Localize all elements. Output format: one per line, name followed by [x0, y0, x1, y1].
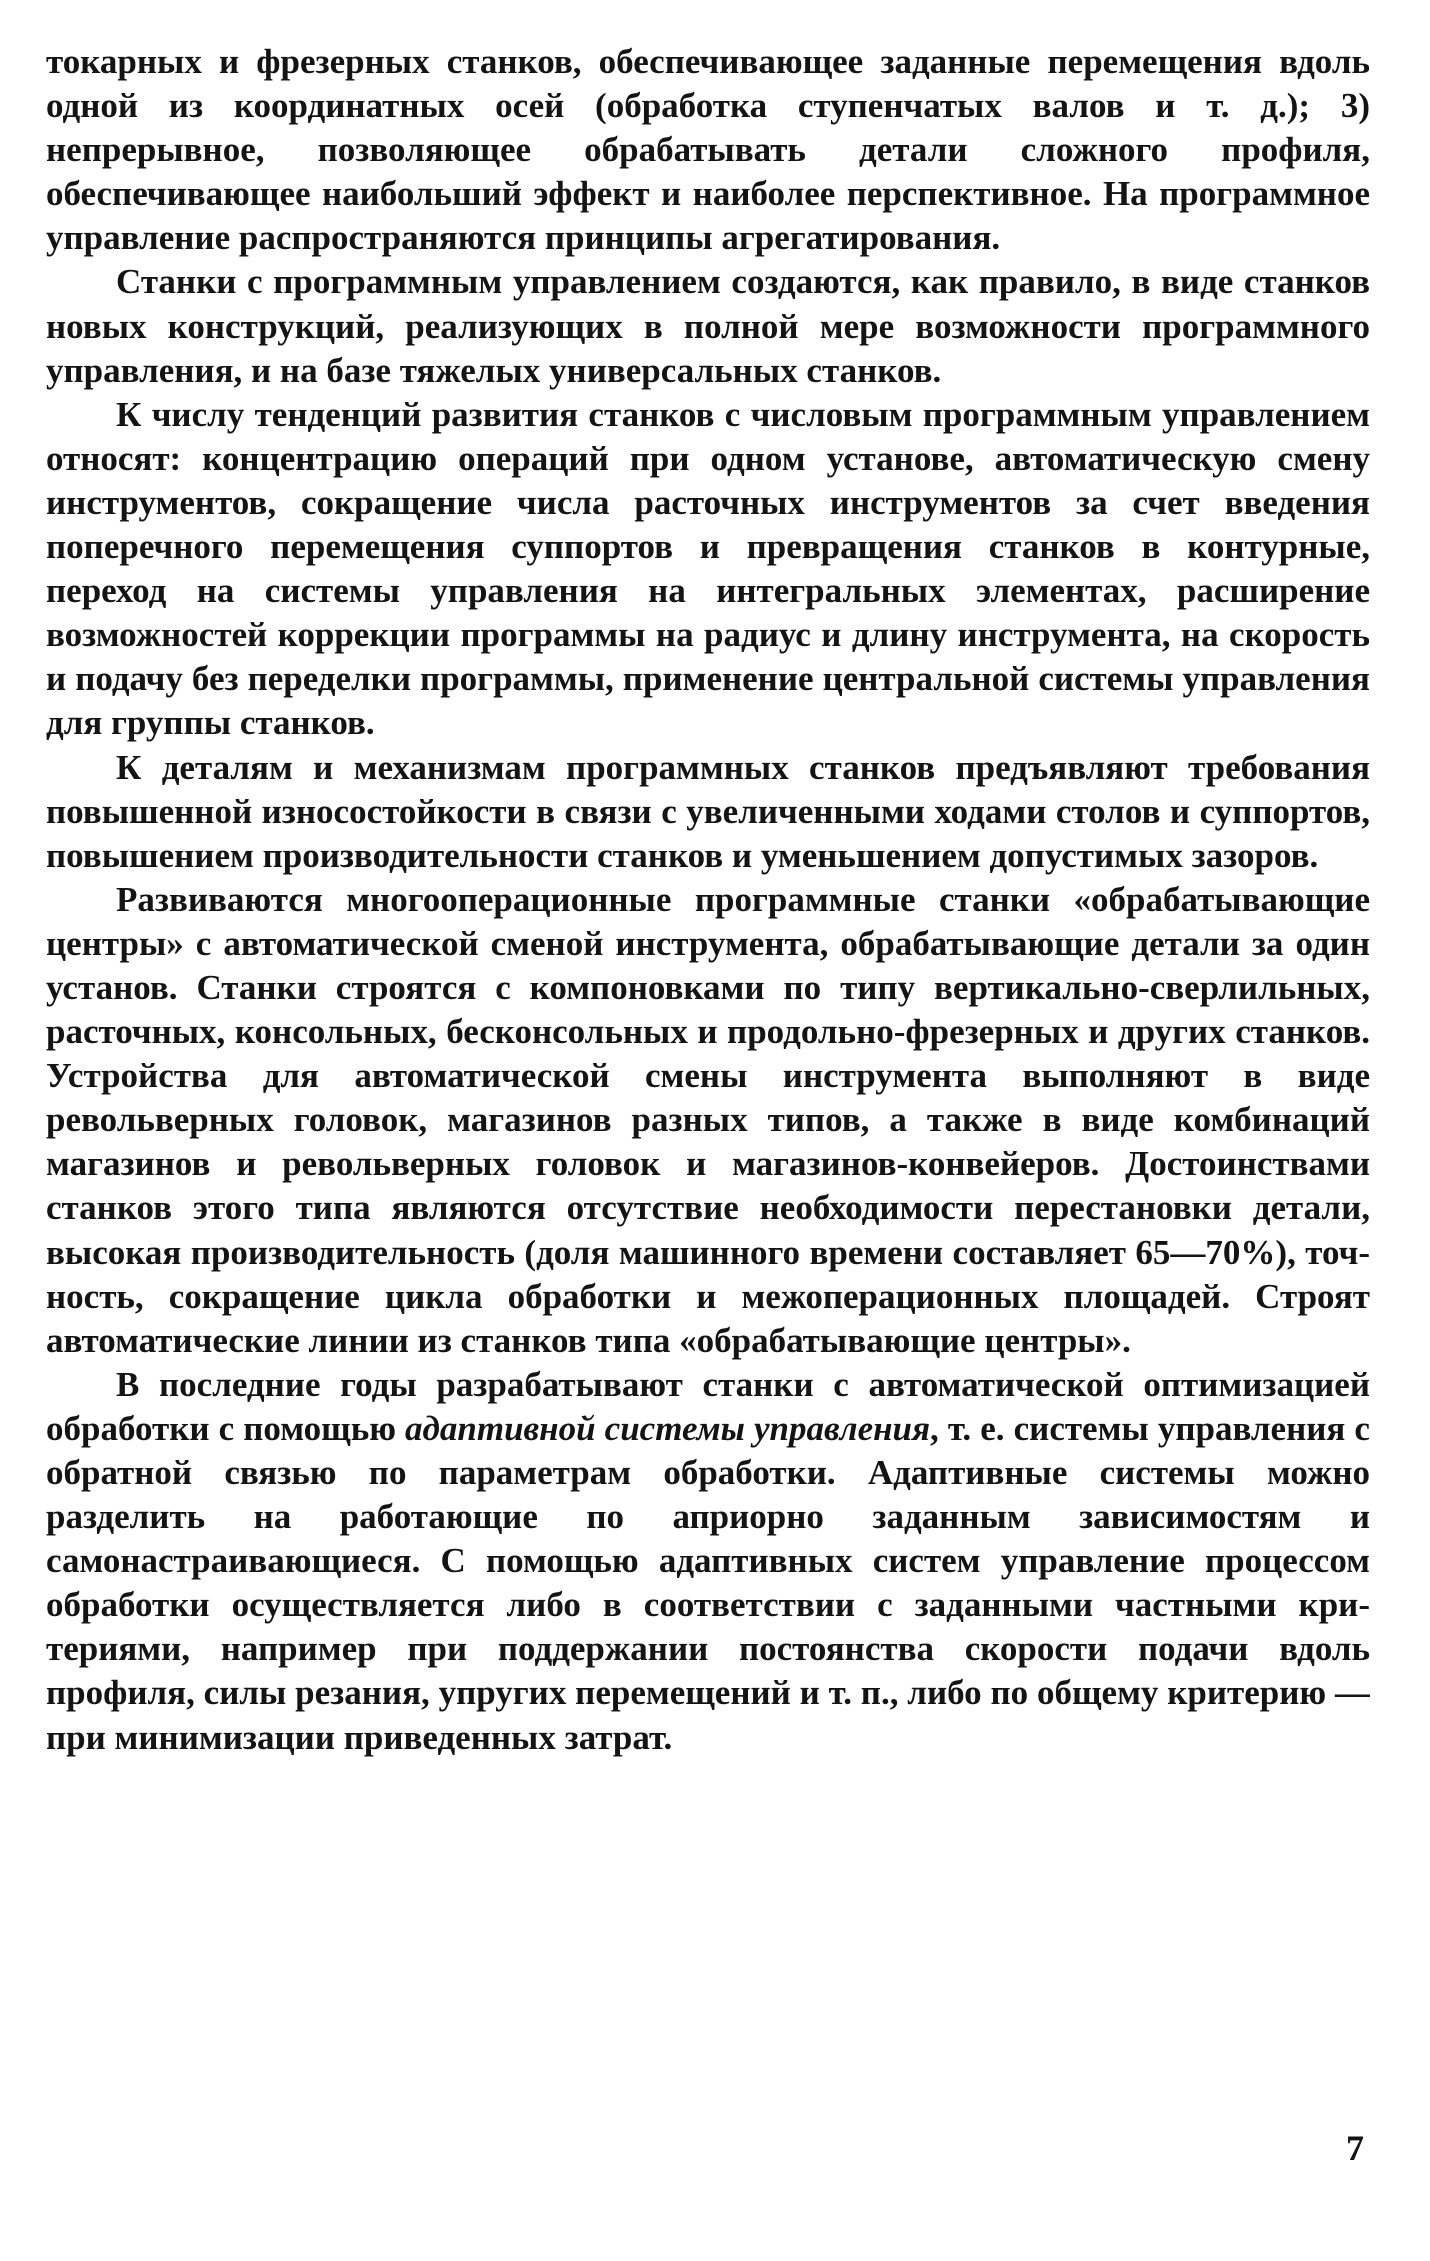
- paragraph-4: [46, 746, 1370, 878]
- paragraph-4-text: К деталям и механизмам программных станков предъявляют требования повышенной износостойкости в связи с увеличенными ходами столов и суппортов, повышением производительности станков и уменьшением допустимых зазоров.: [46, 747, 1370, 875]
- paragraph-6-text-b: , т. е. системы управления с обратной связью по параметрам обработки. Адаптивные системы можно разделить на работающие по априорно заданным зависимостям и самонастраивающиеся. С помощью адаптивных систем управление процессом обработки осуществляется либо в соответствии с заданными частными критериями, например при поддержании постоянства скорости подачи вдоль профиля, силы резания, упругих перемещений и т. п., либо по общему критерию — при минимизации приведенных затрат.: [46, 1408, 1370, 1757]
- paragraph-3: [46, 393, 1370, 746]
- paragraph-2-text: Станки с программным управлением создаются, как правило, в виде станков новых конструкций, реализующих в полной мере возможности программного управления, и на базе тяжелых универсальных станков.: [46, 262, 1370, 390]
- page-number: 7: [1346, 2128, 1364, 2168]
- paragraph-3-text: К числу тенденций развития станков с числовым программным управлением относят: концентрацию операций при одном установе, автоматическую смену инструментов, сокращение числа расточных инструментов за счет введения поперечного перемещения суппортов и превращения станков в контурные, переход на системы управления на интегральных элементах, расширение возможностей коррекции программы на радиус и длину инструмента, на скорость и подачу без переделки программы, применение центральной системы управления для группы станков.: [46, 394, 1370, 743]
- paragraph-6-term-italic: адаптивной системы управления: [405, 1408, 931, 1448]
- paragraph-6: [46, 1363, 1370, 1760]
- paragraph-5-text: Развиваются многооперационные программные станки «обрабатывающие центры» с автоматической сменой инструмента, обрабатывающие детали за один установ. Станки строятся с компоновками по типу вертикально-сверлильных, расточных, консольных, бесконсольных и продольно-фрезерных и других станков. Устройства для автоматической смены инструмента выполняют в виде револьверных головок, магазинов разных типов, а также в виде комбинаций магазинов и револьверных головок и магазинов-конвейеров. Достоинствами станков этого типа являются отсутствие необходимости перестановки детали, высокая производительность (доля машинного времени составляет 65—70%), точность, сокращение цикла обработки и межоперационных площадей. Строят автоматические линии из станков типа «обрабатывающие центры».: [46, 879, 1370, 1360]
- paragraph-2: [46, 260, 1370, 392]
- paragraph-6-text-a: В последние годы разрабатывают станки с автоматической оптимизацией обработки с помощью: [46, 1364, 1370, 1448]
- body-text: [46, 40, 1370, 1760]
- paragraph-1-text: токарных и фрезерных станков, обеспечивающее заданные перемещения вдоль одной из координатных осей (обработка ступенчатых валов и т. д.); 3) непрерывное, позволяющее обрабатывать детали сложного профиля, обеспечивающее наибольший эффект и наиболее перспективное. На программное управление распространяются принципы агрегатирования.: [46, 42, 1370, 258]
- paragraph-1: [46, 40, 1370, 260]
- paragraph-5: [46, 878, 1370, 1363]
- document-page: [46, 40, 1370, 2220]
